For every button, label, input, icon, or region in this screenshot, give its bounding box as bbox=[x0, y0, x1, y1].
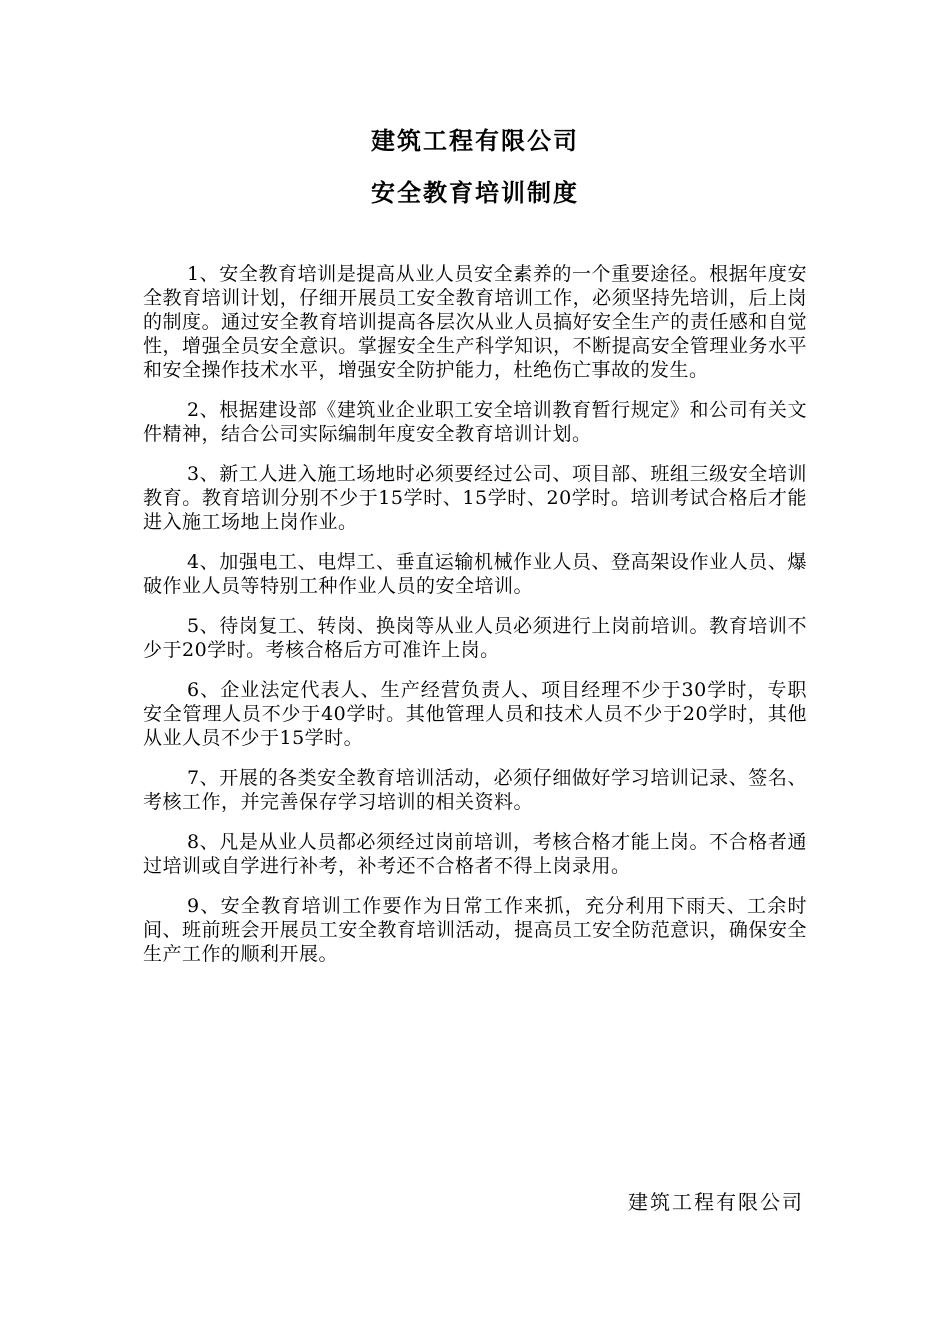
paragraph-6: 6、企业法定代表人、生产经营负责人、项目经理不少于30学时，专职安全管理人员不少于40学时。其他管理人员和技术人员不少于20学时，其他从业人员不少于15学时。 bbox=[143, 679, 807, 749]
paragraph-1: 1、安全教育培训是提高从业人员安全素养的一个重要途径。根据年度安全教育培训计划，仔细开展员工安全教育培训工作，必须坚持先培训，后上岗的制度。通过安全教育培训提高各层次从业人员搞好安全生产的责任感和自觉性，增强全员安全意识。掌握安全生产科学知识，不断提高安全管理业务水平和安全操作技术水平，增强安全防护能力，杜绝伤亡事故的发生。 bbox=[143, 263, 807, 381]
paragraph-7: 7、开展的各类安全教育培训活动，必须仔细做好学习培训记录、签名、考核工作，并完善保存学习培训的相关资料。 bbox=[143, 767, 807, 813]
paragraph-8: 8、凡是从业人员都必须经过岗前培训，考核合格才能上岗。不合格者通过培训或自学进行补考，补考还不合格者不得上岗录用。 bbox=[143, 831, 807, 877]
paragraph-9: 9、安全教育培训工作要作为日常工作来抓，充分利用下雨天、工余时间、班前班会开展员工安全教育培训活动，提高员工安全防范意识，确保安全生产工作的顺利开展。 bbox=[143, 895, 807, 965]
company-title: 建筑工程有限公司 bbox=[371, 127, 579, 155]
paragraph-4: 4、加强电工、电焊工、垂直运输机械作业人员、登高架设作业人员、爆破作业人员等特别工种作业人员的安全培训。 bbox=[143, 551, 807, 597]
document-body bbox=[143, 262, 807, 982]
paragraph-2: 2、根据建设部《建筑业企业职工安全培训教育暂行规定》和公司有关文件精神，结合公司实际编制年度安全教育培训计划。 bbox=[143, 399, 807, 445]
paragraph-5: 5、待岗复工、转岗、换岗等从业人员必须进行上岗前培训。教育培训不少于20学时。考核合格后方可准许上岗。 bbox=[143, 615, 807, 661]
signature-company: 建筑工程有限公司 bbox=[628, 1190, 804, 1214]
document-title: 安全教育培训制度 bbox=[371, 179, 579, 207]
paragraph-3: 3、新工人进入施工场地时必须要经过公司、项目部、班组三级安全培训教育。教育培训分别不少于15学时、15学时、20学时。培训考试合格后才能进入施工场地上岗作业。 bbox=[143, 463, 807, 533]
